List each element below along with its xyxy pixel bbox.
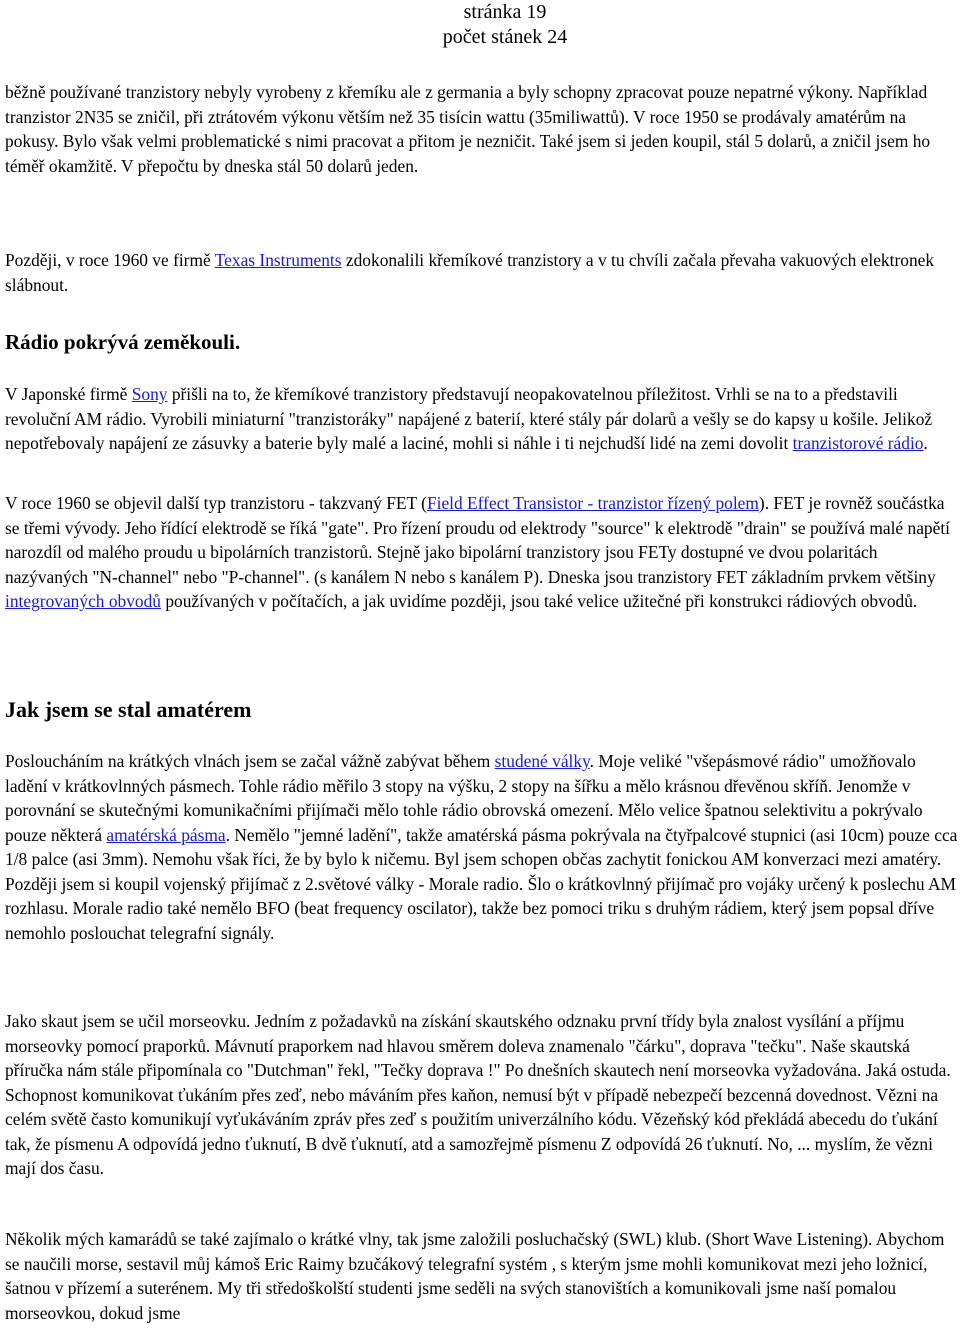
- text-run: ). FET je rovněž součástka se třemi vývody. Jeho řídící elektrodě se říká "gate". Pro řízení proudu od elektrody "source" k elektrodě "drain" se používá malé napětí narozdíl od malého proudu u bipolárních tranzistorů. Stejně jako bipolární tranzistory jsou FETy dostupné ve dvou polaritách nazývaných "N-channel" nebo "P-channel". (s kanálem N nebo s kanálem P). Dneska jsou tranzistory FET základním prvkem většiny: [5, 493, 950, 587]
- link-texas-instruments[interactable]: Texas Instruments: [214, 250, 342, 270]
- paragraph-fet: [5, 491, 958, 614]
- paragraph-text: Jako skaut jsem se učil morseovku. Jedním z požadavků na získání skautského odznaku první třídy byla znalost vysílání a příjmu morseovky pomocí praporků. Mávnutí praporkem nad hlavou směrem doleva znamenalo "čárku", doprava "tečku". Naše skautská příručka nám stále připomínala co "Dutchman" řekl, "Tečky doprava !" Po dnešních skautech není morseovka vyžadována. Jaká ostuda. Schopnost komunikovat ťukáním přes zeď, nebo máváním přes kaňon, nemusí být v případě nebezpečí bezcenná dovednost. Vězni na celém světě často komunikují vyťukáváním zpráv přes zeď s použitím univerzálního kódu. Vězeňský kód překládá abecedu do ťukání tak, že písmenu A odpovídá jedno ťuknutí, B dvě ťuknutí, atd a samozřejmě písmenu Z odpovídá 26 ťuknutí. No, ... myslím, že vězni mají dos času.: [5, 1011, 951, 1178]
- text-run: přišli na to, že křemíkové tranzistory představují neopakovatelnou příležitost. Vrhli se na to a představili revoluční AM rádio. Vyrobili miniaturní "tranzistoráky" napájené z baterií, které stály pár dolarů a vešly se do kapsy u košile. Jelikož nepotřebovaly napájení ze zásuvky a baterie byly malé a laciné, mohli si náhle i ti nejchudší lidé na zemi dovolit: [5, 384, 933, 453]
- paragraph-cold-war: [5, 749, 958, 945]
- link-integrated-circuits[interactable]: integrovaných obvodů: [5, 591, 161, 611]
- link-field-effect-transistor[interactable]: Field Effect Transistor - tranzistor řízený polem: [426, 493, 759, 513]
- link-amateur-bands[interactable]: amatérská pásma: [106, 824, 226, 845]
- link-sony[interactable]: Sony: [131, 384, 168, 404]
- heading-radio-covers-globe: Rádio pokrývá zeměkouli.: [5, 330, 241, 354]
- paragraph-sony: [5, 382, 958, 456]
- paragraph-germanium: [5, 80, 958, 178]
- text-run: V Japonské firmě: [5, 384, 132, 404]
- text-run: Později, v roce 1960 ve firmě: [5, 250, 215, 270]
- text-run: .: [923, 433, 928, 453]
- text-run: zdokonalili křemíkové tranzistory a v tu chvíli začala převaha vakuových elektronek slábnout.: [5, 250, 935, 295]
- heading-how-i-became-ham: Jak jsem se stal amatérem: [5, 697, 252, 722]
- link-transistor-radio[interactable]: tranzistorové rádio: [792, 433, 924, 453]
- text-run: používaných v počítačích, a jak uvidíme později, jsou také velice užitečné při konstrukci rádiových obvodů.: [161, 591, 918, 611]
- text-run: Posloucháním na krátkých vlnách jsem se začal vážně zabývat během: [5, 751, 495, 771]
- link-cold-war[interactable]: studené války: [494, 751, 590, 771]
- paragraph-scout-morse: [5, 1009, 958, 1181]
- paragraph-text: Několik mých kamarádů se také zajímalo o krátké vlny, tak jsme založili posluchačský (SWL) klub. (Short Wave Listening). Abychom se naučili morse, sestavil můj kámoš Eric Raimy bzučákový telegrafní systém , s kterým jsme mohli komunikovat mezi jeho ložnicí, šatnou v přízemí a suterénem. My tři středoškolští studenti jsme seděli na svých stanovištích a komunikovali jsme naší pomalou morseovkou, dokud jsme: [5, 1229, 945, 1323]
- paragraph-swl-club: [5, 1227, 958, 1325]
- text-run: . Nemělo "jemné ladění", takže amatérská pásma pokrývala na čtyřpalcové stupnici (asi 10cm) pouze cca 1/8 palce (asi 3mm). Nemohu však říci, že by bylo k ničemu. Byl jsem schopen občas zachytit fonickou AM konverzaci mezi amatéry. Později jsem si koupil vojenský přijímač z 2.světové války - Morale radio. Šlo o krátkovlnný přijímač pro vojáky určený k poslechu AM rozhlasu. Morale radio také nemělo BFO (beat frequency oscilator), takže bez pomoci triku s druhým rádiem, který jsem popsal dříve nemohlo poslouchat telegrafní signály.: [5, 824, 958, 943]
- page-number: stránka 19: [463, 1, 547, 23]
- paragraph-texas-instruments: [5, 248, 958, 297]
- text-run: . Moje veliké "všepásmové rádio" umožňovalo ladění v krátkovlnných pásmech. Tohle rádio měřilo 3 stopy na výšku, 2 stopy na šířku a mělo krásnou dřevěnou skříň. Jenomže v porovnání se skutečnými komunikačními přijímači mělo tohle rádio obrovská omezení. Mělo velice špatnou selektivitu a pokrývalo pouze některá: [5, 751, 923, 845]
- text-run: V roce 1960 se objevil další typ tranzistoru - takzvaný FET (: [5, 493, 427, 513]
- paragraph-text: běžně používané tranzistory nebyly vyrobeny z křemíku ale z germania a byly schopny zpracovat pouze nepatrné výkony. Například tranzistor 2N35 se zničil, při ztrátovém výkonu větším než 35 tisícin wattu (35miliwattů). V roce 1950 se prodávaly amatérům na pokusy. Bylo však velmi problematické s nimi pracovat a přitom je nezničit. Také jsem si jeden koupil, stál 5 dolarů, a zničil jsem ho téměř okamžitě. V přepočtu by dneska stál 50 dolarů jeden.: [5, 82, 931, 176]
- page-header: [0, 0, 960, 50]
- page-count: počet stánek 24: [442, 26, 568, 48]
